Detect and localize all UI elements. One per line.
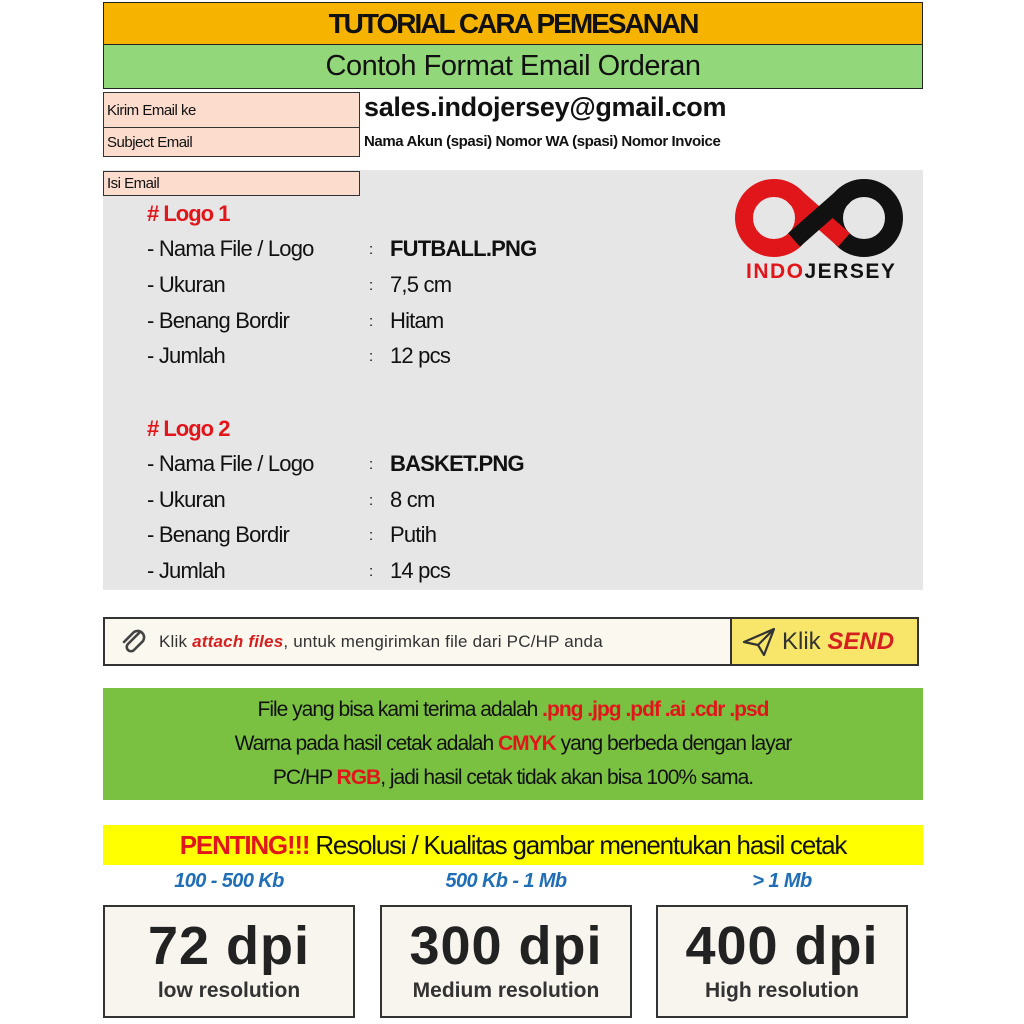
- logo-1-size-colon: :: [369, 277, 374, 294]
- attach-emphasis: attach files: [192, 631, 284, 651]
- logo-1-thread-label: - Benang Bordir: [147, 308, 290, 333]
- logo-2-thread-value: Putih: [390, 522, 437, 547]
- logo-2-qty-label: - Jumlah: [147, 558, 225, 583]
- attach-files-button[interactable]: [105, 619, 730, 664]
- logo-1-file-label: - Nama File / Logo: [147, 236, 314, 261]
- logo-2-file-value: BASKET.PNG: [390, 451, 524, 476]
- attach-suffix: , untuk mengirimkan file dari PC/HP anda: [283, 631, 603, 651]
- logo-1-size-label: - Ukuran: [147, 272, 225, 297]
- paperclip-icon: [119, 627, 149, 657]
- logo-1-thread-colon: :: [369, 313, 374, 330]
- important-label: PENTING!!!: [179, 829, 310, 860]
- email-address: sales.indojersey@gmail.com: [364, 92, 727, 122]
- subject-value: Nama Akun (spasi) Nomor WA (spasi) Nomor Invoice: [364, 133, 721, 150]
- dpi-box-low: [103, 905, 355, 1018]
- important-notice: [103, 825, 923, 865]
- brand-name: INDOJERSEY: [746, 260, 897, 283]
- logo-2-file-colon: :: [369, 456, 374, 473]
- email-to-label: Kirim Email ke: [103, 92, 360, 128]
- dpi-box-high: [656, 905, 908, 1018]
- logo-2-size-label: - Ukuran: [147, 487, 225, 512]
- logo-2-size-value: 8 cm: [390, 487, 435, 512]
- dpi-value: 72 dpi: [147, 916, 311, 976]
- info-line-3: PC/HP RGB, jadi hasil cetak tidak akan bisa 100% sama.: [272, 766, 754, 789]
- dpi-quality: High resolution: [705, 979, 859, 1002]
- important-text: Resolusi / Kualitas gambar menentukan hasil cetak: [309, 829, 847, 860]
- resolution-size-3: > 1 Mb: [752, 870, 812, 892]
- resolution-size-1: 100 - 500 Kb: [174, 870, 284, 892]
- logo-2-heading: # Logo 2: [147, 416, 230, 441]
- logo-1-qty-colon: :: [369, 348, 374, 365]
- dpi-quality: Medium resolution: [412, 979, 600, 1002]
- logo-2-thread-colon: :: [369, 527, 374, 544]
- logo-1-thread-value: Hitam: [390, 308, 444, 333]
- logo-1-heading: # Logo 1: [147, 201, 230, 226]
- logo-2-file-label: - Nama File / Logo: [147, 451, 314, 476]
- body-label: Isi Email: [103, 171, 360, 196]
- logo-2-size-colon: :: [369, 492, 374, 509]
- send-prefix: Klik: [782, 627, 821, 655]
- info-line-1: File yang bisa kami terima adalah .png .jpg .pdf .ai .cdr .psd: [257, 698, 769, 721]
- logo-2-qty-value: 14 pcs: [390, 558, 451, 583]
- logo-2-thread-label: - Benang Bordir: [147, 522, 290, 547]
- page-title: TUTORIAL CARA PEMESANAN: [103, 2, 923, 45]
- subject-label: Subject Email: [103, 128, 360, 157]
- resolution-size-2: 500 Kb - 1 Mb: [445, 870, 567, 892]
- send-emphasis: SEND: [827, 627, 895, 655]
- logo-1-qty-value: 12 pcs: [390, 343, 451, 368]
- logo-2-qty-colon: :: [369, 563, 374, 580]
- page-subtitle: Contoh Format Email Orderan: [103, 45, 923, 89]
- logo-1-file-value: FUTBALL.PNG: [390, 236, 537, 261]
- dpi-quality: low resolution: [157, 979, 301, 1002]
- logo-1-qty-label: - Jumlah: [147, 343, 225, 368]
- dpi-value: 300 dpi: [409, 916, 603, 976]
- attach-prefix: Klik: [159, 631, 188, 651]
- file-info-box: [103, 688, 923, 800]
- paper-plane-icon: [742, 627, 776, 657]
- send-button[interactable]: [730, 619, 917, 664]
- dpi-box-medium: [380, 905, 632, 1018]
- attach-send-bar: [103, 617, 919, 666]
- indojersey-logo: [728, 178, 910, 288]
- dpi-value: 400 dpi: [685, 916, 879, 976]
- infinity-logo-icon: [728, 178, 910, 258]
- info-line-2: Warna pada hasil cetak adalah CMYK yang berbeda dengan layar: [234, 732, 792, 755]
- logo-1-size-value: 7,5 cm: [390, 272, 452, 297]
- logo-1-file-colon: :: [369, 241, 374, 258]
